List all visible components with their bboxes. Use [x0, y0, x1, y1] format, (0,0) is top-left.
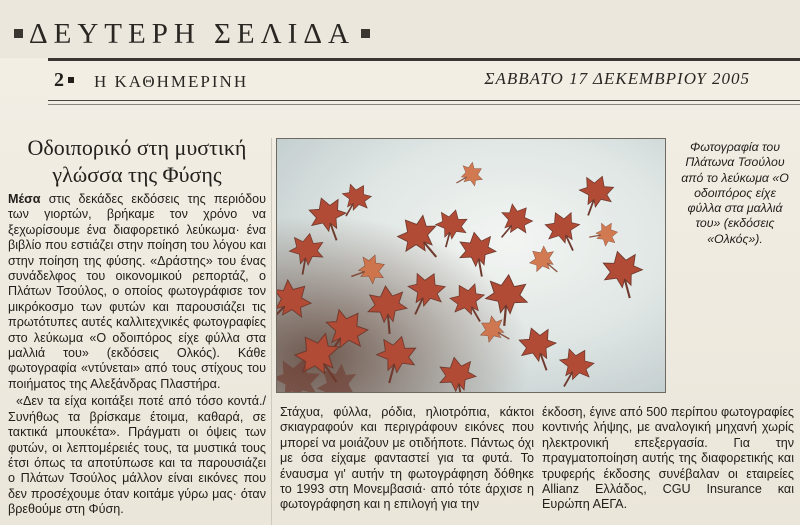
headline-line: Οδοιπορικό στη μυστική	[27, 135, 247, 160]
article-body-left	[8, 192, 266, 518]
square-bullet-icon	[68, 77, 74, 83]
headline-line: γλώσσα της Φύσης	[52, 162, 222, 187]
article-paragraph: «Δεν τα είχα κοιτάξει ποτέ από τόσο κοντά./ Συνήθως τα βρίσκαμε έτοιμα, καθαρά, σε τακτικά μπουκέτα». Πράγματι οι όψεις των φυτών, οι λεπτομέρειές τους, τα μυστικά τους έτσι όπως τα αποτύπωσε και τα παρουσιάζει ο Πλάτων Τσούλος μάλλον είναι εικόνες που δεν προσέχουμε όταν κοιτάμε γύρω μας· όταν βρεθούμε στη Φύση.	[8, 394, 266, 517]
masthead	[48, 66, 800, 98]
square-bullet-icon	[14, 29, 23, 38]
photo-caption: Φωτογραφία του Πλάτωνα Τσούλου από το λεύκωμα «Ο οδοιπόρος είχε φύλλα στα μαλλιά του» (εκδόσεις «Ολκός»).	[681, 140, 789, 246]
square-bullet-icon	[361, 29, 370, 38]
header-rule	[48, 58, 800, 61]
article-column-middle: Στάχυα, φύλλα, ρόδια, ηλιοτρόπια, κάκτοι σκιαγραφούν και περιγράφουν εικόνες που μπορεί να μοιάζουν με οτιδήποτε. Πάντως όχι με όσα είχαμε φανταστεί για τα φυτά. Το έναυσμα γι' αυτήν τη φωτογράφηση δόθηκε το 1993 στη Μονεμβασιά· από τότε άρχισε η φωτογράφηση και η επιλογή για την	[280, 405, 534, 512]
paper-name: Η ΚΑΘΗΜΕΡΙΝΗ	[94, 72, 249, 91]
publication-date: ΣΑΒΒΑΤΟ 17 ΔΕΚΕΜΒΡΙΟΥ 2005	[484, 69, 750, 88]
article-column-right: έκδοση, έγινε από 500 περίπου φωτογραφίες κοντινής λήψης, με αναλογική μηχανή χωρίς ηλεκτρονική επεξεργασία. Για την πραγματοποίηση αυτής της διαφορετικής και τρυφερής έκδοσης συνέβαλαν οι εταιρείες Allianz Ελλάδος, CGU Insurance και Ευρώπη ΑΕΓΑ.	[542, 405, 794, 512]
masthead-rule	[48, 100, 800, 101]
section-title-text: ΔΕΥΤΕΡΗ ΣΕΛΙΔΑ	[29, 18, 355, 50]
column-divider	[271, 138, 272, 525]
leaves-in-frost-image	[277, 139, 666, 393]
masthead-rule-thin	[48, 104, 800, 105]
article-headline	[8, 134, 266, 188]
page-number: 2	[54, 69, 74, 92]
article-photo	[276, 138, 666, 393]
lead-word: Μέσα	[8, 192, 41, 206]
paragraph-text: στις δεκάδες εκδόσεις της περιόδου των γιορτών, βρήκαμε τον χρόνο να ξεχωρίσουμε ένα διαφορετικό λεύκωμα· ένα βιβλίο που εστιάζει στην ποίηση του λόγου και στην ποίηση της φύσης. «Δράστης» του ένας συνάδελφος του οικονομικού ρεπορτάζ, ο Πλάτων Τσούλος, ο οποίος φωτογράφισε τον μικρόκοσμο των φυτών και παρουσιάζει τις πρωτότυπες αυτές καλλιτεχνικές φωτογραφίες στο λεύκωμα «Ο οδοιπόρος είχε φύλλα στα μαλλιά του» (εκδόσεις Ολκός). Κάθε φωτογραφία «ντύνεται» από τους στίχους του ποιήματος της Αλεξάνδρας Πλαστήρα.	[8, 192, 266, 391]
section-title	[14, 18, 370, 51]
article-paragraph	[8, 192, 266, 392]
